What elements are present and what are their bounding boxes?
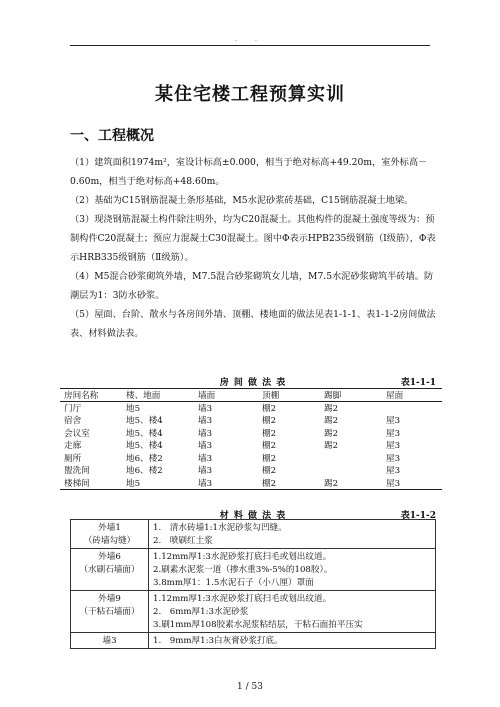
column-header: 屋面	[382, 389, 442, 402]
table-cell: 地6、楼2	[126, 466, 163, 477]
table-cell: 棚2	[262, 441, 277, 452]
material-step: 1.12mm厚1:3水泥砂浆打底扫毛或划出纹道。	[153, 552, 332, 562]
table-row	[71, 549, 436, 591]
table-cell: 踢2	[324, 428, 339, 439]
material-name: 外墙6	[98, 552, 121, 562]
material-step: 2.刷素水泥浆一道（掺水重3%-5%的108胶）。	[153, 565, 333, 575]
table-cell: 地6、楼2	[126, 453, 163, 464]
table-cell: 屋3	[386, 466, 401, 477]
table-cell	[71, 549, 149, 591]
paragraph: （1）建筑面积1974m²，室设计标高±0.000，相当于绝对标高+49.20m，室外标高－0.60m，相当于绝对标高+48.60m。	[70, 157, 428, 187]
table-cell: 墙3	[198, 404, 213, 414]
table-title: 材 料 做 法 表	[219, 511, 287, 521]
table-row	[60, 402, 442, 415]
table-cell	[149, 549, 436, 591]
table-title: 房 间 做 法 表	[219, 378, 287, 388]
table-cell	[71, 520, 149, 549]
header-dots: . .	[235, 36, 265, 43]
column-header: 楼、地面	[122, 389, 194, 402]
table-row	[71, 633, 436, 649]
table-cell: 地5、楼4	[126, 441, 163, 452]
table-row	[60, 439, 442, 452]
table-row	[71, 591, 436, 633]
table-cell	[149, 633, 436, 649]
table-cell: 棚2	[262, 466, 277, 477]
table-row	[60, 414, 442, 427]
table-cell	[71, 591, 149, 633]
table-cell: 屋3	[386, 441, 401, 452]
column-header: 墙面	[194, 389, 258, 402]
table-cell	[149, 520, 436, 549]
table-row	[71, 520, 436, 549]
table-cell: 盥洗间	[64, 466, 90, 477]
material-step: 3.8mm厚1：1.5水泥石子（小八厘）罩面	[153, 578, 314, 588]
table-cell: 墙3	[198, 441, 213, 452]
table-cell: 会议室	[64, 428, 90, 439]
material-step: 2. 喷刷红土浆	[153, 536, 213, 546]
material-step: 1. 9mm厚1:3白灰膏砂浆打底。	[153, 636, 283, 646]
table-cell: 走廊	[64, 441, 82, 452]
paragraph: （3）现浇钢筋混凝土构件除注明外，均为C20混凝土。其他构件的混凝土强度等级为：预制构件C20混凝土；预应力混凝土C30混凝土。图中Φ表示HPB235级钢筋（Ⅰ级筋），Φ表示HRB335级钢筋（Ⅱ级筋）。	[70, 214, 436, 263]
table-cell: 墙3	[198, 453, 213, 464]
table-cell: 墙3	[198, 428, 213, 439]
material-name: 外墙1	[98, 523, 121, 533]
material-step: 2. 6mm厚1:3水泥砂浆	[153, 607, 249, 617]
table-cell: 地5	[122, 477, 194, 490]
column-header: 房间名称	[60, 389, 122, 402]
table-cell: 棚2	[262, 416, 277, 427]
table-cell: 棚2	[262, 404, 277, 414]
table-cell: 屋3	[386, 416, 401, 427]
table-cell: 踢2	[320, 477, 382, 490]
table-cell: 棚2	[258, 477, 320, 490]
table-number: 表1-1-2	[400, 511, 436, 521]
table-cell: 墙3	[198, 416, 213, 427]
page-number: 1 / 53	[237, 682, 263, 692]
table-cell	[320, 452, 382, 465]
column-header: 顶棚	[258, 389, 320, 402]
paragraph: （5）屋面、台阶、散水与各房间外墙、顶棚、楼地面的做法见表1-1-1、表1-1-2房间做法表、材料做法表。	[70, 309, 436, 339]
document-title: 某住宅楼工程预算实训	[155, 84, 345, 105]
table-number: 表1-1-1	[400, 378, 436, 388]
material-subname: （水刷石墙面）	[79, 565, 140, 575]
table-cell: 地5	[126, 404, 141, 414]
table-cell	[71, 633, 149, 649]
table-row	[60, 464, 442, 477]
table-cell: 墙3	[194, 477, 258, 490]
table-cell: 屋3	[386, 453, 401, 464]
table-row	[60, 427, 442, 440]
room-finish-table	[60, 388, 442, 490]
table-cell: 楼梯间	[60, 477, 122, 490]
table-header-row	[60, 389, 442, 402]
table-cell: 宿舍	[64, 416, 82, 427]
table-row	[60, 477, 442, 490]
material-name: 墙3	[102, 636, 117, 646]
table-cell	[382, 402, 442, 415]
table-cell: 门厅	[64, 404, 82, 414]
column-header: 踢脚	[320, 389, 382, 402]
table-cell: 地5、楼4	[126, 416, 163, 427]
table-cell	[320, 464, 382, 477]
paragraph: （4）M5混合砂浆砌筑外墙，M7.5混合砂浆砌筑女儿墙，M7.5水泥砂浆砌筑半砖墙。防潮层为1：3防水砂浆。	[70, 271, 434, 301]
paragraph: （2）基础为C15钢筋混凝土条形基础，M5水泥砂浆砖基础，C15钢筋混凝土地梁。	[70, 195, 414, 206]
header-rule	[70, 45, 430, 46]
material-finish-table	[70, 519, 436, 649]
section-heading-overview: 一、工程概况	[70, 128, 154, 144]
table-cell: 棚2	[262, 428, 277, 439]
material-subname: （干粘石墙面）	[79, 607, 140, 617]
table-cell: 屋3	[382, 477, 442, 490]
table-cell: 屋3	[386, 428, 401, 439]
table-cell: 踢2	[324, 416, 339, 427]
table-row	[60, 452, 442, 465]
material-step: 1. 清水砖墙1:1水泥砂浆勾凹缝。	[153, 523, 287, 533]
table-cell: 地5、楼4	[126, 428, 163, 439]
table-cell: 墙3	[198, 466, 213, 477]
table-cell: 踢2	[324, 404, 339, 414]
table-cell: 棚2	[262, 453, 277, 464]
material-name: 外墙9	[98, 594, 121, 604]
table-cell: 踢2	[324, 441, 339, 452]
overview-paragraphs	[70, 153, 436, 343]
table-cell	[149, 591, 436, 633]
table-cell: 厕所	[64, 453, 82, 464]
material-subname: （砖墙勾缝）	[83, 536, 136, 546]
material-step: 1.12mm厚1:3水泥砂浆打底扫毛或划出纹道。	[153, 594, 332, 604]
material-step: 3.刷1mm厚108胶素水泥浆粘结层，干粘石面拍平压实	[153, 620, 363, 630]
